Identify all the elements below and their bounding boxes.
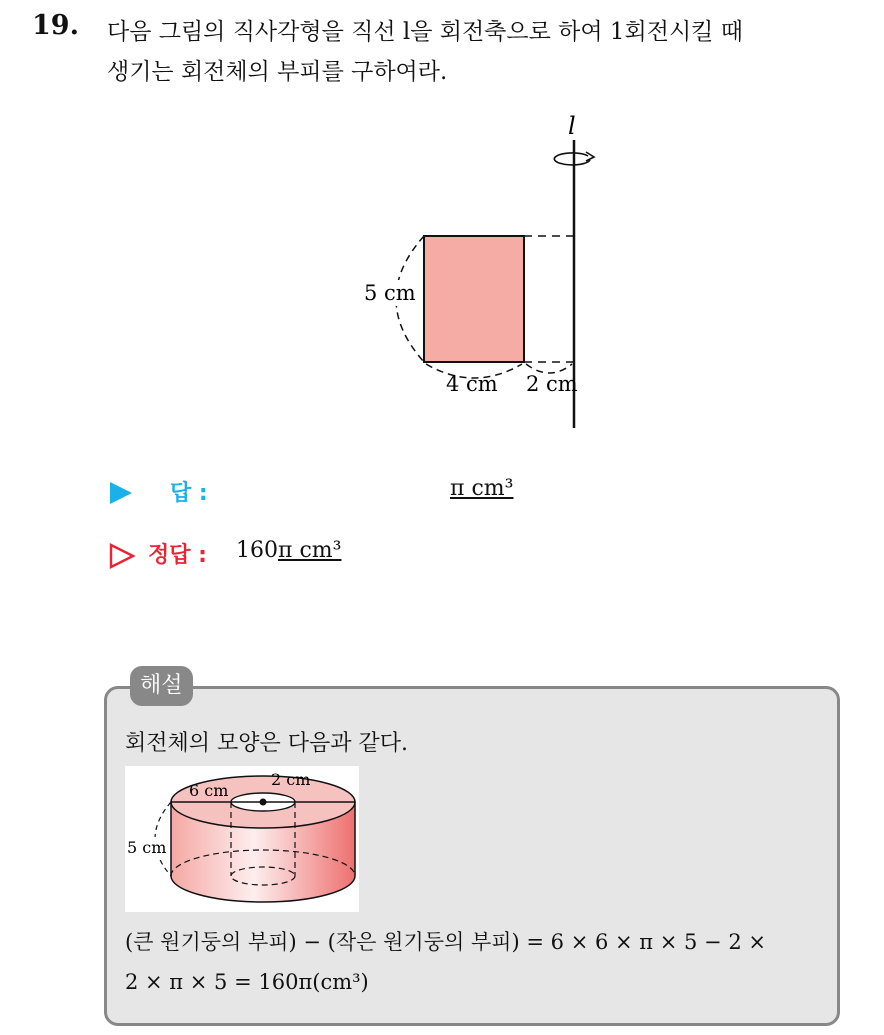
axis-label: l: [568, 112, 576, 140]
rotation-arrow-icon: [554, 153, 590, 165]
cylinder-figure: [125, 766, 359, 912]
rotation-figure: [350, 110, 630, 440]
answer-label: 답 :: [170, 481, 208, 506]
question-text-line2: 생기는 회전체의 부피를 구하여라.: [107, 59, 448, 85]
cylinder-height-label: 5 cm: [127, 838, 167, 857]
solution-intro: 회전체의 모양은 다음과 같다.: [125, 731, 408, 756]
answer-unit: π cm³: [450, 476, 514, 501]
center-point: [260, 799, 267, 806]
rotation-arrowhead: [586, 152, 594, 161]
rectangle-shape: [424, 236, 524, 362]
solution-formula-line2: 2 × π × 5 = 160π(cm³): [125, 970, 369, 994]
outline-arrow-icon: [108, 542, 136, 570]
gap-label: 2 cm: [526, 372, 578, 396]
solution-formula-line1: (큰 원기둥의 부피) − (작은 원기둥의 부피) = 6 × 6 × π × 5 − 2 ×: [125, 930, 766, 954]
width-label: 4 cm: [446, 372, 498, 396]
question-text-line1: 다음 그림의 직사각형을 직선 l을 회전축으로 하여 1회전시킬 때: [107, 19, 743, 45]
height-label: 5 cm: [364, 281, 416, 305]
radius-label: 6 cm: [189, 781, 229, 800]
correct-answer-value: 160π cm³: [236, 538, 342, 563]
solution-tag: 해설: [130, 666, 193, 706]
question-text: [107, 12, 867, 92]
solution-formula: [125, 922, 833, 1002]
correct-answer-unit: π cm³: [278, 538, 342, 563]
question-number: 19.: [32, 10, 79, 41]
play-arrow-icon: [108, 480, 134, 506]
correct-answer-label: 정답 :: [148, 543, 207, 568]
inner-radius-label: 2 cm: [271, 770, 311, 789]
